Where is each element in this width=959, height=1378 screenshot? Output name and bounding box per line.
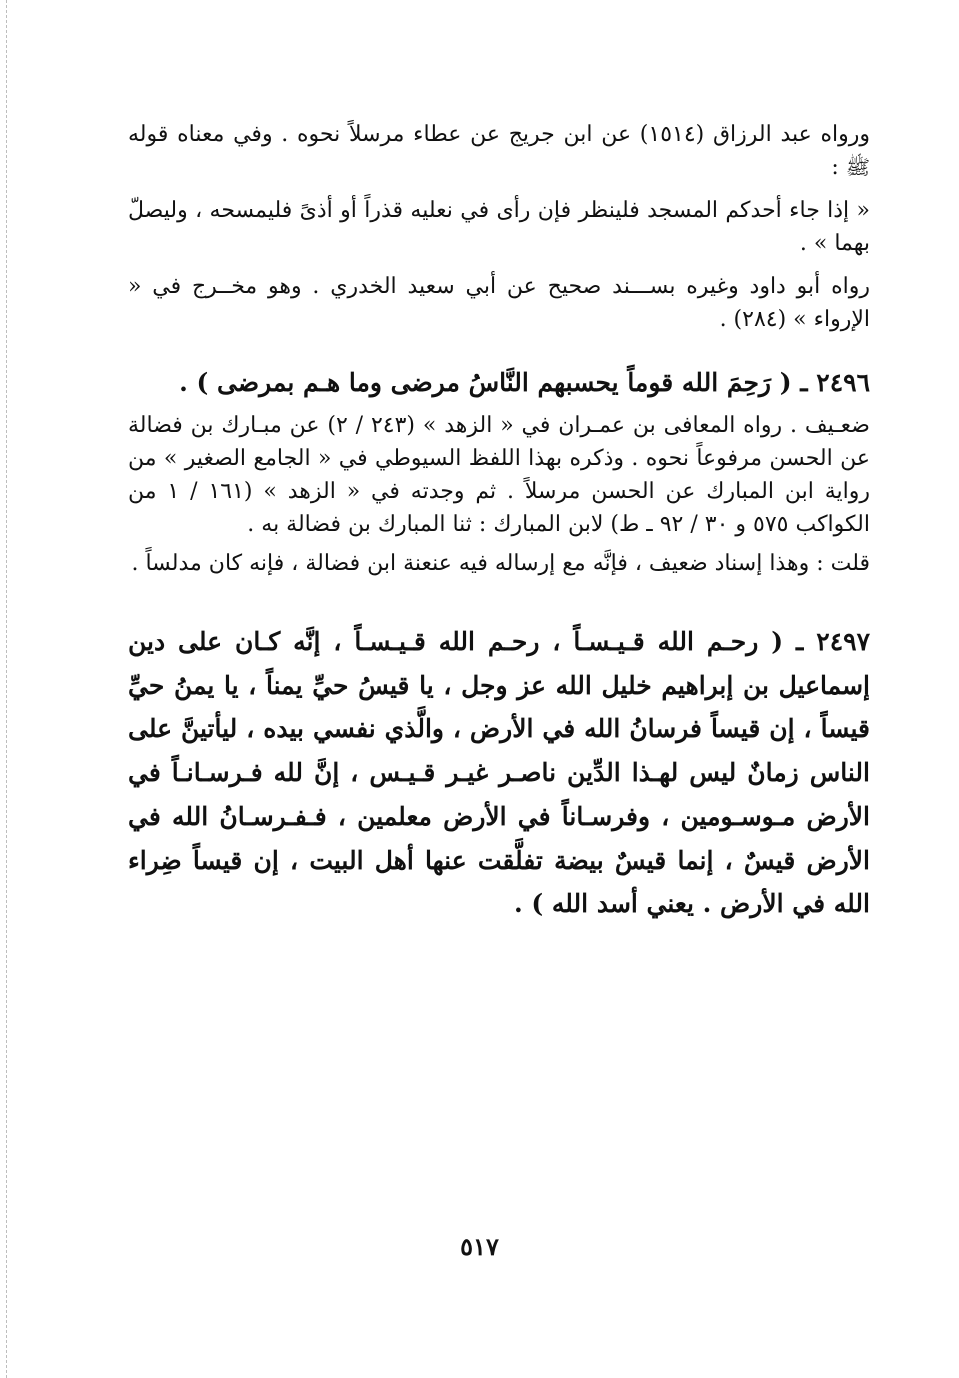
paragraph-razzaq-narration — [128, 118, 870, 184]
hadith-2496-heading: ٢٤٩٦ ـ ( رَحِمَ الله قوماً يحسبهم النَّاسُ مرضى وما هـم بمرضى ) . — [179, 368, 870, 397]
page-number: ٥١٧ — [460, 1232, 499, 1261]
paragraph-author-comment: قلت : وهذا إسناد ضعيف ، فإنَّه مع إرساله فيه عنعنة ابن فضالة ، فإنه كان مدلساً . — [131, 550, 870, 576]
page-edge-dashed-line — [6, 0, 7, 1378]
paragraph-abu-dawud-source: رواه أبو داود وغيره بســـند صحيح عن أبي سعيد الخدري . وهو مخــرج في « الإرواء » (٢٨٤) . — [128, 274, 870, 332]
hadith-2497-text: ٢٤٩٧ ـ ( رحـم الله قـيـسـاً ، رحـم الله قـيـسـاً ، إنَّه كـان على دين إسماعيل بن إبراهيم خليل الله عز وجل ، يا قيسُ حيِّ يمناً ، يا يمنُ حيِّ قيساً ، إن قيساً فرسانُ الله في الأرض ، والَّذي نفسي بيده ، ليأتينَّ على الناس زمانٌ ليس لهـذا الدِّين ناصـر غيـر قـيـس ، إنَّ لله فـرسـانـاً في الأرض مـوسـومين ، وفرسـاناً في الأرض معلمين ، فـفـرسـانُ الله في الأرض قيسٌ ، إنما قيسٌ بيضة تفلَّقت عنها أهل البيت ، إن قيساً ضِراء الله في الأرض . يعني أسد الله ) . — [128, 626, 870, 919]
pbuh-ligature-icon: ﷺ — [845, 155, 870, 179]
paragraph-hadith-2496-grading: ضعـيف . رواه المعافى بن عمـران في « الزهد » (٢٤٣ / ٢) عن مبـارك بن فضالة عن الحسن مرفوعاً نحوه . وذكره بهذا اللفظ السيوطي في « الجامع الصغير » من رواية ابن المبارك عن الحسن مرسلاً . ثم وجدته في « الزهد » (١٦١ / ١ من الكواكب ٥٧٥ و ٣٠ / ٩٢ ـ ط) لابن المبارك : ثنا المبارك بن فضالة به . — [128, 412, 870, 537]
book-page — [128, 118, 870, 930]
paragraph-hadith-quote-sandals: « إذا جاء أحدكم المسجد فلينظر فإن رأى في نعليه قذراً أو أذىً فليمسحه ، وليصلّ بهما » . — [128, 198, 870, 256]
paragraph-text: ورواه عبد الرزاق (١٥١٤) عن ابن جريج عن عطاء مرسلاً نحوه . وفي معناه قوله — [128, 122, 870, 147]
colon-mark: : — [831, 155, 839, 180]
